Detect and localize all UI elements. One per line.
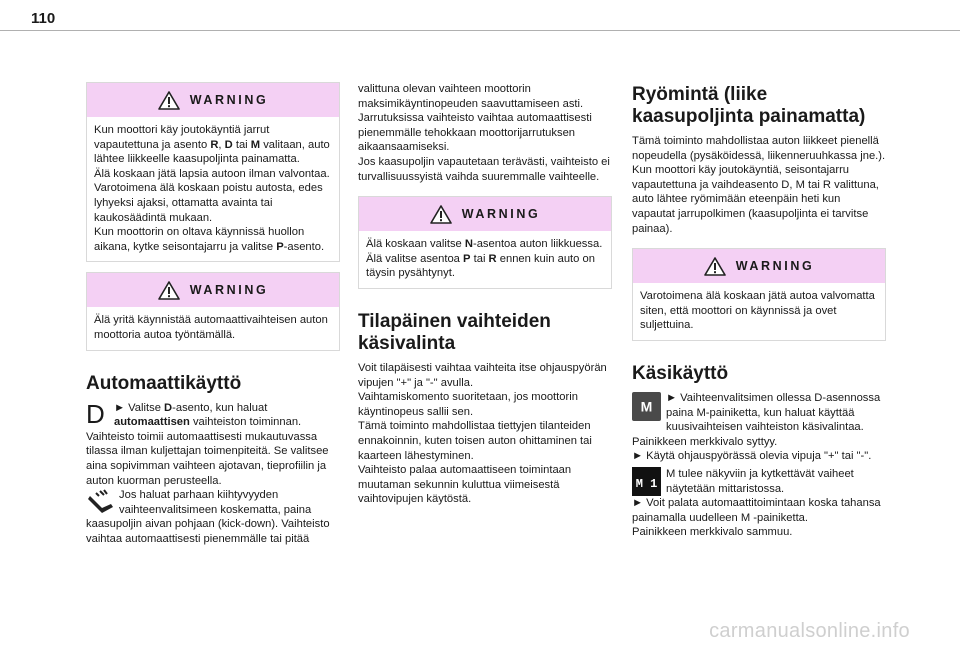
warning-triangle-icon [158,281,180,300]
warning-title: WARNING [461,206,541,221]
section-heading: Ryömintä (liike kaasupoljinta painamatta) [632,84,866,127]
warning-header [359,197,611,231]
paragraph: Vaihteisto toimii automaattisesti mukautuvassa tilassa ilman kuljettajan toimenpiteitä. Se valitsee aina sopivimman vaihteen ajotavan, tieprofiilin ja auton kuorman perusteella. [86,430,329,487]
column-1 [86,82,340,546]
warning-triangle-icon [158,91,180,110]
warning-box [358,196,612,289]
paragraph: Voit tilapäisesti vaihtaa vaihteita itse ohjauspyörän vipujen "+" ja "-" avulla. Vaihtamiskomento suoritetaan, jos moottorin käyntinopeus sallii sen. Tämä toiminto mahdollistaa tiettyjen tilanteiden ennakoinnin, kuten toisen auton ohittaminen tai kaarteen lähestyminen. Vaihteisto palaa automaattiseen toimintaan muutaman sekunnin kuluttua viimeisestä vaihtovipujen käytöstä. [358,361,607,506]
warning-header [633,249,885,283]
section-heading: Käsikäyttö [632,362,729,384]
kick-down-pedal-icon [86,488,116,516]
header-rule [0,30,960,31]
svg-text:M: M [640,398,653,415]
warning-text: Varotoimena älä koskaan jätä autoa valvomatta siten, että moottori on käynnissä ja ovet suljettuina. [640,290,875,332]
paragraph: M tulee näkyviin ja kytkettävät vaiheet näytetään mittaristossa. [666,467,854,495]
warning-header [87,273,339,307]
warning-box [632,248,886,341]
warning-text: Älä yritä käynnistää automaattivaihteisen auton moottoria autoa työntämällä. [94,314,328,341]
paragraph: ► Voit palata automaattitoimintaan koska tahansa painamalla uudelleen M -painiketta. Painikkeen merkkivalo sammuu. [632,497,881,539]
column-2 [358,82,612,507]
m1-display-icon [632,467,661,496]
warning-triangle-icon [704,257,726,276]
section-heading: Automaattikäyttö [86,372,242,394]
warning-title: WARNING [189,92,269,107]
warning-title: WARNING [735,258,815,273]
warning-text: Kun moottori käy joutokäyntiä jarrut vapautettuna ja asento R, D tai M valitaan, auto lähtee liikkeelle kaasupoljinta painamatta. Älä koskaan jätä lapsia autoon ilman valvontaa. Varotoimena älä koskaan poistu autosta, edes lyhyeksi ajaksi, ottamatta avainta tai kaukosäädintä mukaan. Kun moottorin on oltava käynnissä huollon aikana, kytke seisontajarru ja valitse P-asento. [94,124,330,253]
warning-text: Älä koskaan valitse N-asentoa auton liikkuessa. Älä valitse asentoa P tai R ennen kuin auto on täysin pysähtynyt. [366,238,603,280]
warning-header [87,83,339,117]
warning-triangle-icon [430,205,452,224]
footer-watermark: carmanualsonline.info [709,620,910,642]
column-3 [632,84,886,540]
page-number: 110 [31,10,56,27]
warning-box [86,82,340,262]
d-position-icon: D [86,398,105,429]
warning-title: WARNING [189,283,269,298]
warning-box [86,272,340,350]
paragraph: Jos haluat parhaan kiihtyvyyden vaihteenvalitsimeen koskematta, paina kaasupoljin aivan pohjaan (kick-down). Vaihteisto vaihtaa automaattisesti pienemmälle tai pitää [86,489,330,545]
m-button-icon [632,392,661,421]
svg-text:M 1: M 1 [635,476,658,491]
paragraph: ► Valitse D-asento, kun haluat automaattisen vaihteiston toiminnan. [114,401,302,429]
section-heading: Tilapäinen vaihteiden käsivalinta [358,310,551,354]
paragraph: Tämä toiminto mahdollistaa auton liikkeet pienellä nopeudella (pysäköidessä, liikenneruuhkassa jne.). Kun moottori käy joutokäyntiä, seisontajarru vapautettuna ja vaihdeasento D, M tai R valittuna, auto lähtee ryömimään eteenpäin heti kun vapautat jarrupolkimen (kaasupoljinta ei tarvitse painaa). [632,135,886,235]
paragraph: valittuna olevan vaihteen moottorin maksimikäyntinopeuden saavuttamiseen asti. Jarrutuksissa vaihteisto vaihtaa automaattisesti pienemmälle tehokkaan moottorijarrutuksen aikaansaamiseksi. Jos kaasupoljin vapautetaan terävästi, vaihteisto ei turvallisuussyistä vaihda suuremmalle vaihteelle. [358,83,610,183]
paragraph: ► Vaihteenvalitsimen ollessa D-asennossa paina M-painiketta, kun haluat käyttää kuusivaihteisen vaihteiston käsivalintaa. Painikkeen merkkivalo syttyy. ► Käytä ohjauspyörässä olevia vipuja "+" tai "-". [632,391,881,463]
